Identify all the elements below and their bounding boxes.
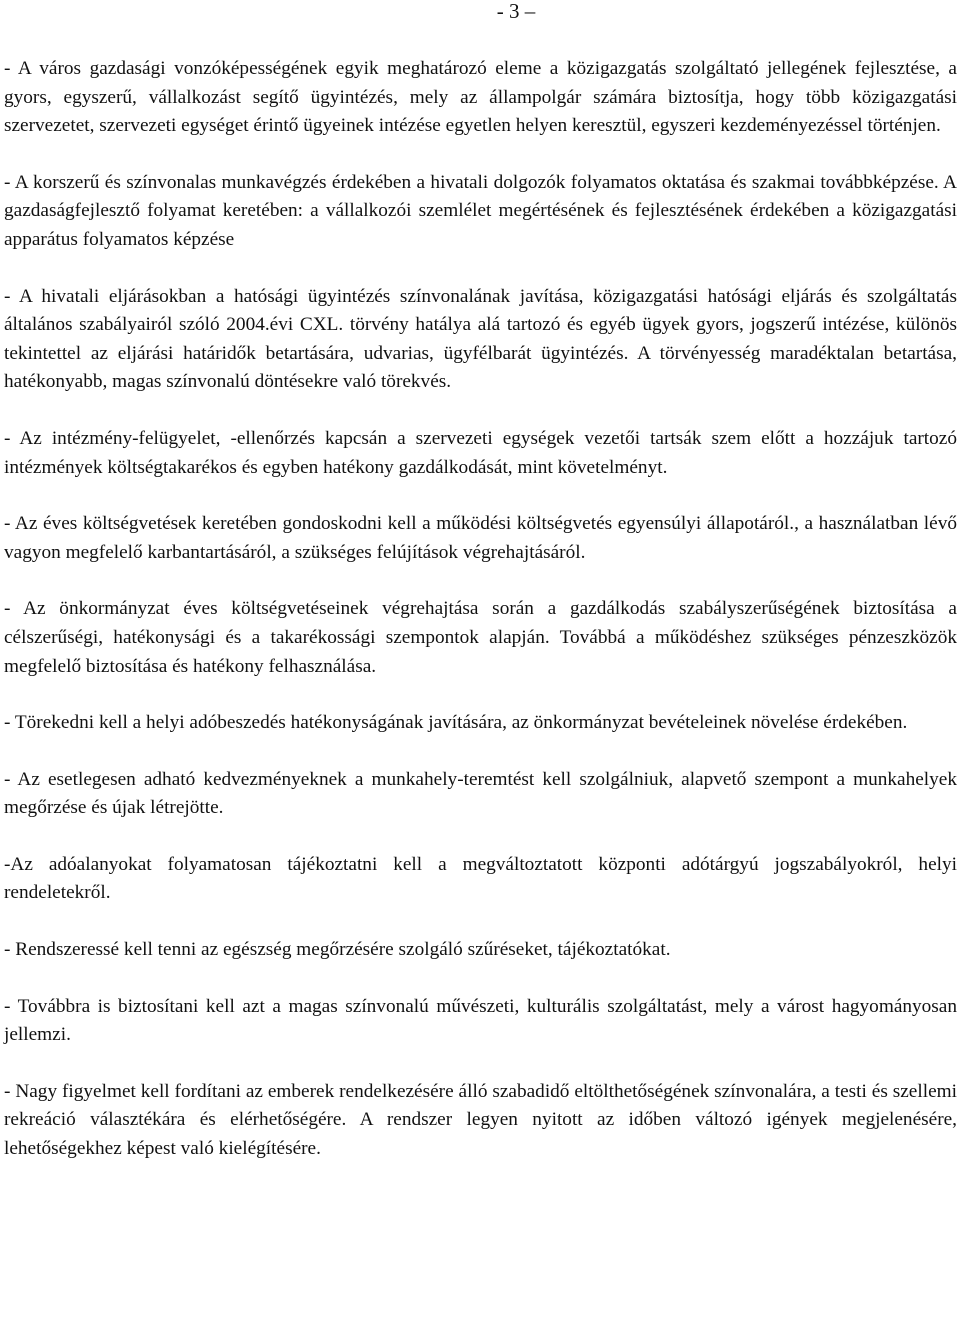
paragraph-administration-service: - A város gazdasági vonzóképességének egyik meghatározó eleme a közigazgatás szolgáltató jellegének fejlesztése, a gyors, egyszerű, vállalkozást segítő ügyintézés, mely az állampolgár számára biztosítja, hogy több közigazgatási szervezetet, szervezeti egységet érintő ügyeinek intézése egyetlen helyen keresztül, egyszeri kezdeményezéssel történjen. <box>4 58 957 137</box>
paragraph-authority-procedures: - A hivatali eljárásokban a hatósági ügyintézés színvonalának javítása, közigazgatási hatósági eljárás és szolgáltatás általános szabályairól szóló 2004.évi CXL. törvény hatálya alá tartozó és egyéb ügyek gyors, jogszerű intézése, különös tekintettel az eljárási határidők betartására, udvarias, ügyfélbarát ügyintézés. A törvényesség maradéktalan betartása, hatékonyabb, magas színvonalú döntésekre való törekvés. <box>4 285 957 393</box>
paragraph-leisure: - Nagy figyelmet kell fordítani az emberek rendelkezésére álló szabadidő eltölthetőségének színvonalára, a testi és szellemi rekreáció választékára és elérhetőségére. A rendszer legyen nyitott az időben változó igények megjelenésére, lehetőségekhez képest való kielégítésére. <box>4 1080 957 1160</box>
paragraph-culture: - Továbbra is biztosítani kell azt a magas színvonalú művészeti, kulturális szolgáltatást, mely a várost hagyományosan jellemzi. <box>4 995 957 1046</box>
page-number: - 3 – <box>496 0 536 23</box>
paragraph-health-screening: - Rendszeressé kell tenni az egészség megőrzésére szolgáló szűréseket, tájékoztatókat. <box>4 939 671 961</box>
paragraph-annual-budget: - Az éves költségvetések keretében gondoskodni kell a működési költségvetés egyensúlyi állapotáról., a használatban lévő vagyon megfelelő karbantartásáról, a szükséges felújítások végrehajtásáról. <box>4 513 957 563</box>
document-body <box>4 55 957 1164</box>
paragraph-tax-collection: - Törekedni kell a helyi adóbeszedés hatékonyságának javítására, az önkormányzat bevételeinek növelése érdekében. <box>4 712 908 734</box>
paragraph-discounts: - Az esetlegesen adható kedvezményeknek a munkahely-teremtést kell szolgálniuk, alapvető szempont a munkahelyek megőrzése és újak létrejötte. <box>4 768 957 819</box>
paragraph-staff-training: - A korszerű és színvonalas munkavégzés érdekében a hivatali dolgozók folyamatos oktatása és szakmai továbbképzése. A gazdaságfejlesztő folyamat keretében: a vállalkozói szemlélet megértésének és fejlesztésének érdekében a közigazgatási apparátus folyamatos képzése <box>4 171 957 250</box>
paragraph-budget-execution: - Az önkormányzat éves költségvetéseinek végrehajtása során a gazdálkodás szabályszerűségének biztosítása a célszerűségi, hatékonysági és a takarékossági szempontok alapján. Továbbá a működéshez szükséges pénzeszközök megfelelő biztosítása és hatékony felhasználása. <box>4 598 957 677</box>
paragraph-taxpayer-information: -Az adóalanyokat folyamatosan tájékoztatni kell a megváltoztatott központi adótárgyú jogszabályokról, helyi rendeletekről. <box>4 853 957 904</box>
paragraph-institution-supervision: - Az intézmény-felügyelet, -ellenőrzés kapcsán a szervezeti egységek vezetői tartsák szem előtt a hozzájuk tartozó intézmények költségtakarékos és egyben hatékony gazdálkodását, mint követelményt. <box>4 427 957 478</box>
